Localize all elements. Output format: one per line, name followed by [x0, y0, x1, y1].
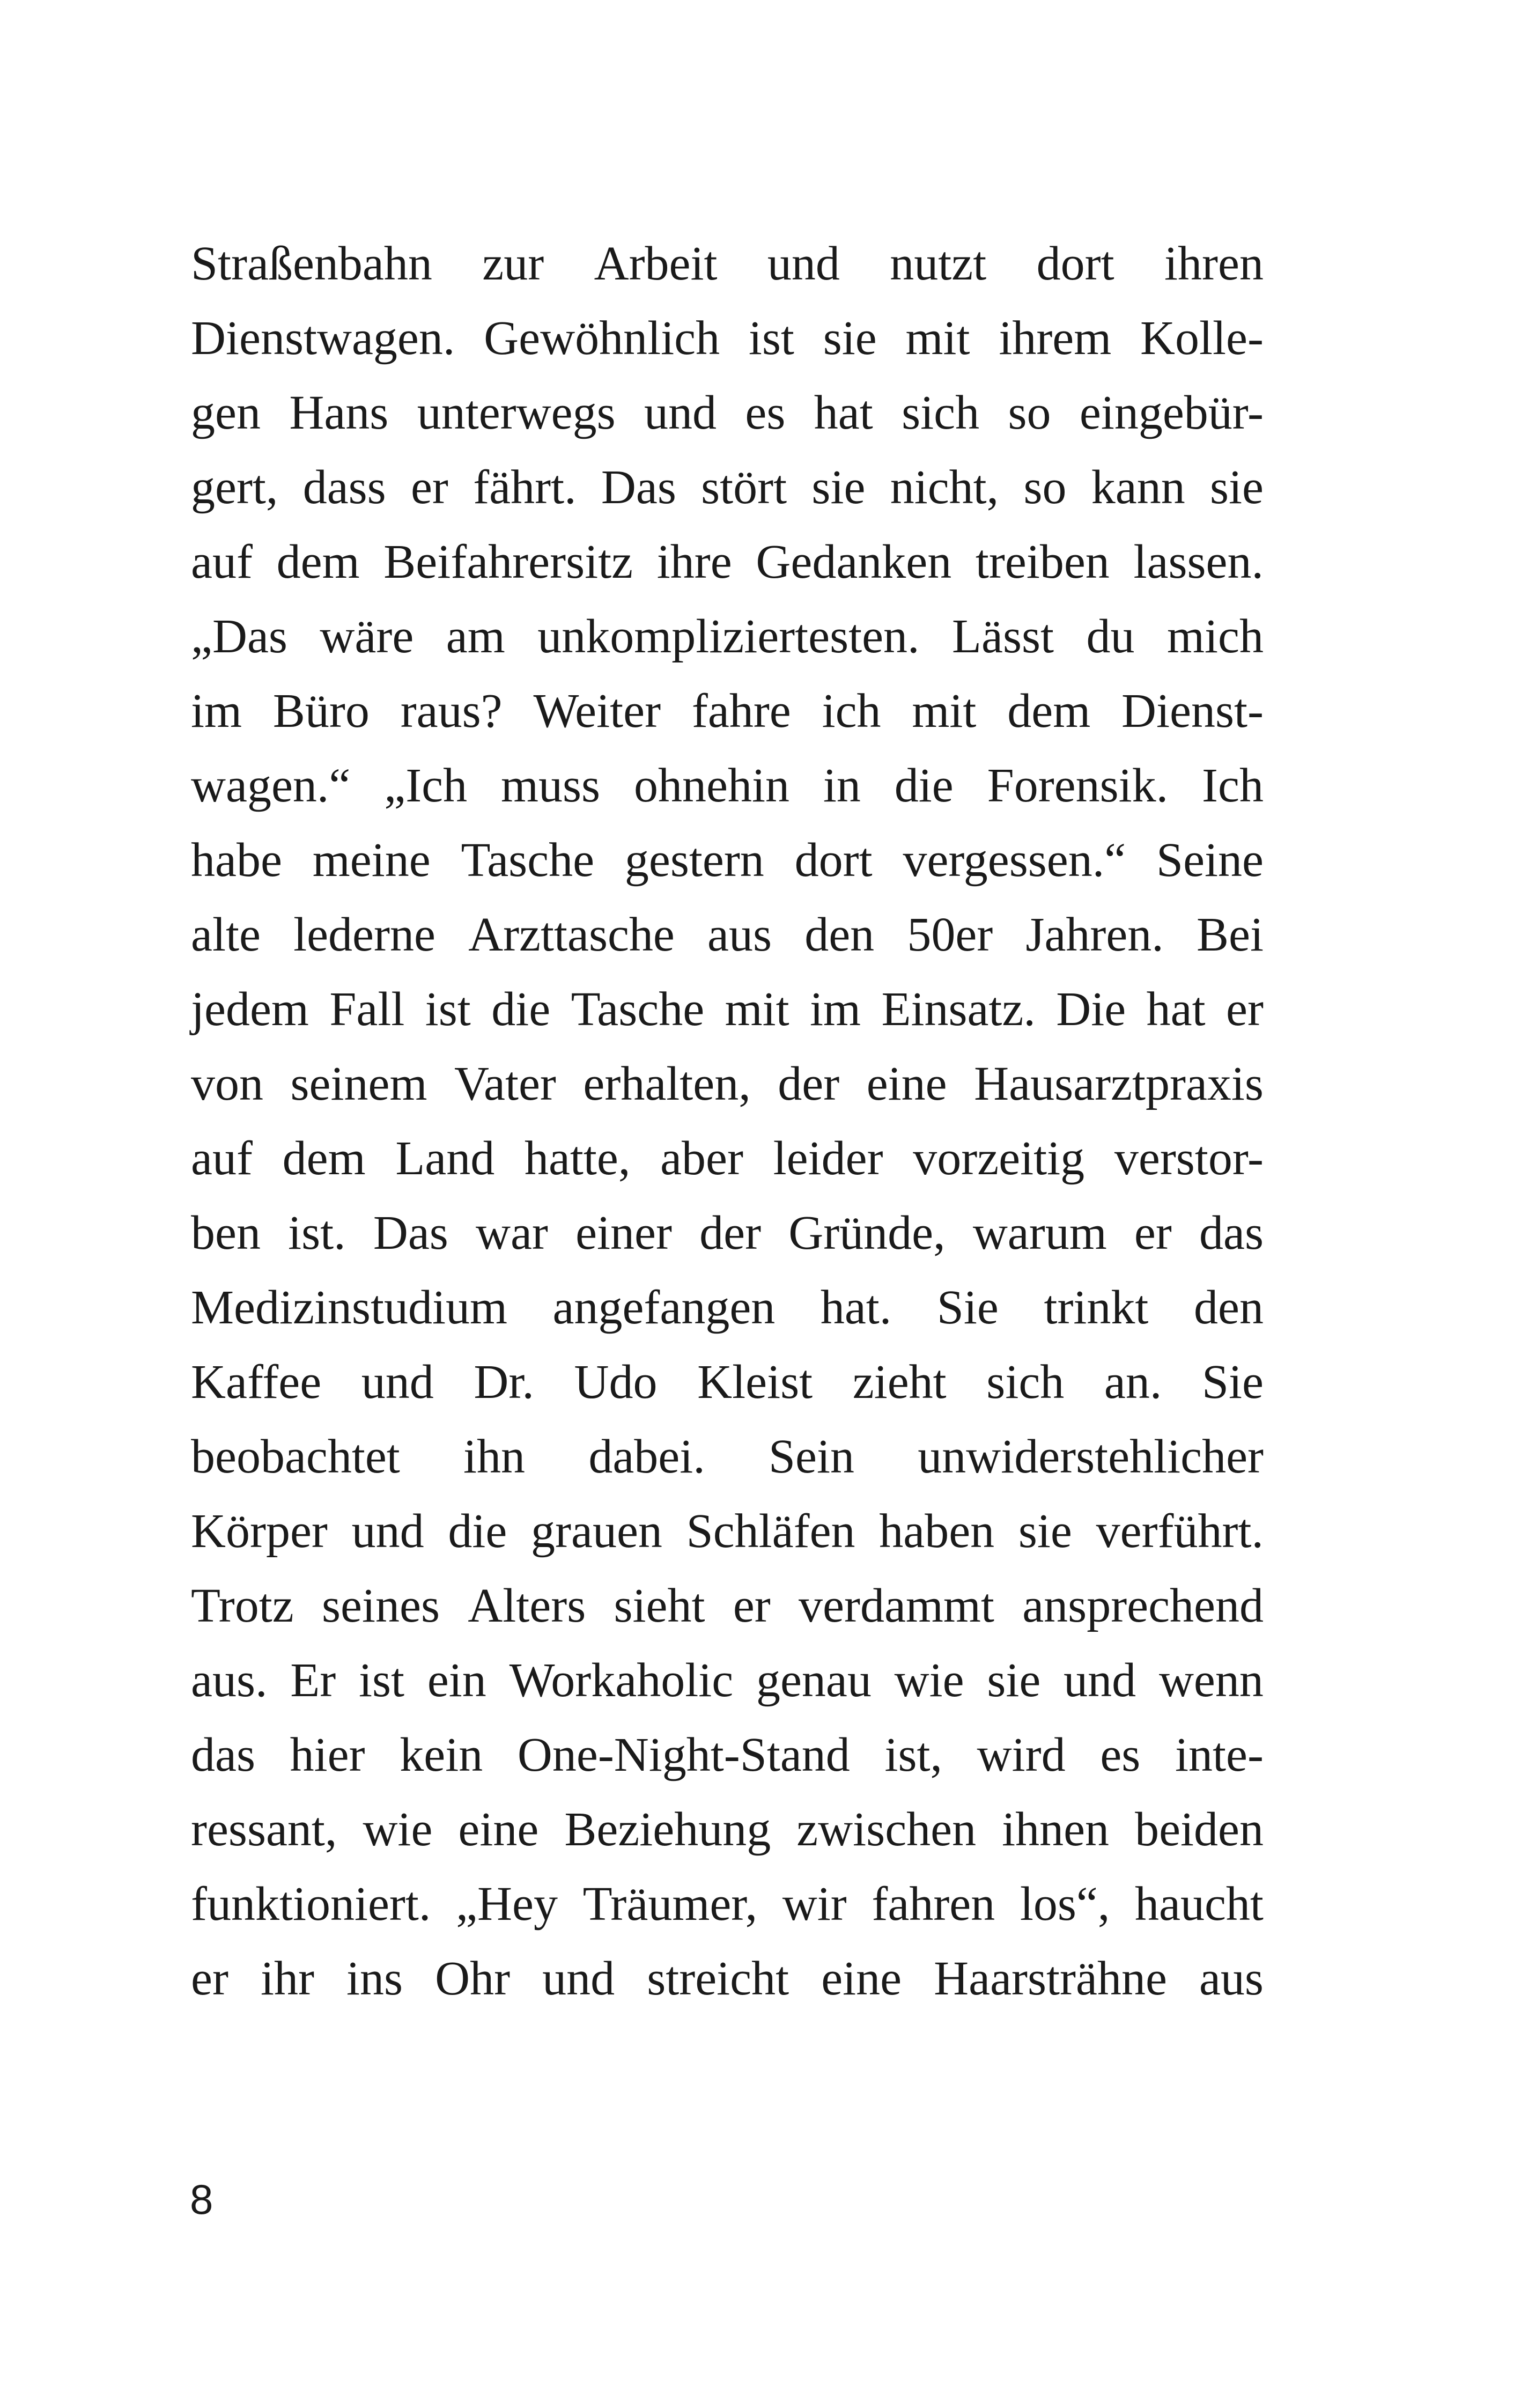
- word: einer: [575, 1206, 672, 1260]
- word: aber: [660, 1132, 743, 1185]
- word: er: [191, 1952, 228, 2005]
- word: sieht: [614, 1579, 705, 1632]
- word: Gründe,: [788, 1206, 946, 1260]
- text-line: [191, 748, 1264, 823]
- word: so: [1008, 386, 1051, 439]
- word: der: [778, 1057, 840, 1110]
- word: er: [733, 1579, 771, 1632]
- text-line: [191, 1196, 1264, 1270]
- word: ihren: [1164, 237, 1264, 290]
- word: und: [1064, 1654, 1136, 1707]
- word: sie: [1209, 461, 1264, 514]
- word: Die: [1056, 983, 1126, 1036]
- word: aus: [1199, 1952, 1264, 2005]
- word: Kleist: [697, 1356, 813, 1409]
- word: Dienst-: [1121, 684, 1264, 738]
- word: ins: [346, 1952, 403, 2005]
- word: unwiderstehlicher: [918, 1430, 1264, 1483]
- text-line: [191, 972, 1264, 1047]
- word: funktioniert.: [191, 1877, 431, 1931]
- word: unkompliziertesten.: [537, 610, 920, 663]
- word: Fall: [329, 983, 405, 1036]
- word: beobachtet: [191, 1430, 400, 1483]
- word: One-Night-Stand: [517, 1728, 850, 1781]
- word: raus?: [400, 684, 503, 738]
- word: Weiter: [533, 684, 661, 738]
- word: Seine: [1156, 834, 1264, 887]
- word: Trotz: [191, 1579, 294, 1632]
- word: Tasche: [571, 983, 705, 1036]
- word: Kolle-: [1140, 312, 1264, 365]
- word: die: [448, 1505, 507, 1558]
- word: den: [1194, 1281, 1264, 1334]
- word: Land: [395, 1132, 495, 1185]
- word: die: [894, 759, 954, 812]
- text-line: [191, 1568, 1264, 1643]
- word: Körper: [191, 1505, 328, 1558]
- word: verführt.: [1096, 1505, 1264, 1558]
- word: Tasche: [461, 834, 595, 887]
- word: Dienstwagen.: [191, 312, 455, 365]
- word: los“,: [1020, 1877, 1110, 1931]
- word: muss: [501, 759, 601, 812]
- word: Das: [601, 461, 676, 514]
- word: ich: [822, 684, 881, 738]
- text-line: [191, 1345, 1264, 1419]
- word: auf: [191, 1132, 253, 1185]
- word: das: [1199, 1206, 1264, 1260]
- word: Sie: [1201, 1356, 1264, 1409]
- word: seinem: [290, 1057, 427, 1110]
- word: eine: [866, 1057, 947, 1110]
- word: eine: [458, 1803, 539, 1856]
- word: Einsatz.: [881, 983, 1036, 1036]
- text-line: [191, 599, 1264, 674]
- page-number: 8: [190, 2176, 213, 2223]
- text-line: [191, 897, 1264, 972]
- word: ist: [748, 312, 794, 365]
- word: ohnehin: [634, 759, 789, 812]
- word: wagen.“: [191, 759, 351, 812]
- word: wie: [363, 1803, 433, 1856]
- word: Forensik.: [987, 759, 1169, 812]
- word: hier: [290, 1728, 365, 1781]
- word: „Das: [191, 610, 287, 663]
- word: und: [767, 237, 840, 290]
- word: eingebür-: [1079, 386, 1264, 439]
- text-line: [191, 375, 1264, 450]
- word: in: [823, 759, 861, 812]
- word: warum: [972, 1206, 1107, 1260]
- word: und: [644, 386, 717, 439]
- word: im: [810, 983, 861, 1036]
- word: nicht,: [890, 461, 999, 514]
- word: streicht: [647, 1952, 789, 2005]
- word: „Ich: [384, 759, 468, 812]
- text-line: [191, 1494, 1264, 1568]
- word: angefangen: [552, 1281, 776, 1334]
- word: wie: [894, 1654, 964, 1707]
- word: seines: [322, 1579, 440, 1632]
- word: Ohr: [435, 1952, 511, 2005]
- word: beiden: [1135, 1803, 1264, 1856]
- word: ist: [425, 983, 471, 1036]
- word: Beifahrersitz: [383, 535, 633, 588]
- word: sich: [902, 386, 980, 439]
- word: sie: [987, 1654, 1041, 1707]
- word: dem: [276, 535, 360, 588]
- word: Arbeit: [594, 237, 718, 290]
- word: genau: [756, 1654, 872, 1707]
- word: ihr: [260, 1952, 314, 2005]
- word: treiben: [975, 535, 1110, 588]
- text-line: [191, 1270, 1264, 1345]
- word: eine: [821, 1952, 902, 2005]
- word: hatte,: [524, 1132, 631, 1185]
- word: lederne: [293, 908, 435, 961]
- word: er: [410, 461, 448, 514]
- word: Büro: [272, 684, 370, 738]
- word: stört: [701, 461, 787, 514]
- word: trinkt: [1044, 1281, 1149, 1334]
- word: Ich: [1202, 759, 1264, 812]
- word: ansprechend: [1022, 1579, 1264, 1632]
- word: ist,: [884, 1728, 942, 1781]
- word: Hans: [289, 386, 389, 439]
- word: vergessen.“: [903, 834, 1126, 887]
- word: Workaholic: [509, 1654, 734, 1707]
- word: Schläfen: [686, 1505, 855, 1558]
- word: ihre: [656, 535, 732, 588]
- text-line: [191, 1643, 1264, 1718]
- word: sie: [823, 312, 877, 365]
- word: wir: [782, 1877, 847, 1931]
- word: ist: [359, 1654, 405, 1707]
- word: fahren: [872, 1877, 995, 1931]
- word: haben: [879, 1505, 995, 1558]
- word: erhalten,: [583, 1057, 751, 1110]
- word: und: [361, 1356, 434, 1409]
- text-line: [191, 1047, 1264, 1121]
- word: verdammt: [799, 1579, 994, 1632]
- word: Kaffee: [191, 1356, 322, 1409]
- word: Das: [373, 1206, 448, 1260]
- word: fährt.: [473, 461, 577, 514]
- word: aus.: [191, 1654, 268, 1707]
- word: Haarsträhne: [934, 1952, 1167, 2005]
- text-line: [191, 823, 1264, 897]
- word: nutzt: [890, 237, 987, 290]
- word: mit: [725, 983, 789, 1036]
- word: hat: [1146, 983, 1206, 1036]
- word: Lässt: [952, 610, 1054, 663]
- word: Gedanken: [756, 535, 952, 588]
- text-line: [191, 301, 1264, 375]
- word: grauen: [531, 1505, 662, 1558]
- word: Medizinstudium: [191, 1281, 507, 1334]
- word: und: [542, 1952, 615, 2005]
- word: mit: [912, 684, 977, 738]
- word: er: [1226, 983, 1264, 1036]
- word: inte-: [1175, 1728, 1264, 1781]
- text-line: [191, 525, 1264, 599]
- word: dem: [1007, 684, 1091, 738]
- word: im: [191, 684, 242, 738]
- text-line: [191, 1941, 1264, 2016]
- text-line: [191, 1718, 1264, 1792]
- word: es: [1100, 1728, 1141, 1781]
- word: auf: [191, 535, 253, 588]
- word: Vater: [454, 1057, 556, 1110]
- word: aus: [707, 908, 772, 961]
- word: wäre: [320, 610, 414, 663]
- word: vorzeitig: [913, 1132, 1085, 1185]
- word: sich: [986, 1356, 1065, 1409]
- word: ben: [191, 1206, 261, 1260]
- word: wenn: [1158, 1654, 1264, 1707]
- word: Jahren.: [1025, 908, 1164, 961]
- word: Sie: [936, 1281, 999, 1334]
- word: dem: [282, 1132, 366, 1185]
- word: du: [1086, 610, 1135, 663]
- word: das: [191, 1728, 255, 1781]
- word: Alters: [468, 1579, 586, 1632]
- word: Träumer,: [582, 1877, 758, 1931]
- word: verstor-: [1114, 1132, 1264, 1185]
- word: ihn: [463, 1430, 526, 1483]
- word: habe: [191, 834, 282, 887]
- word: Dr.: [474, 1356, 534, 1409]
- word: und: [351, 1505, 424, 1558]
- word: zieht: [852, 1356, 947, 1409]
- word: kein: [400, 1728, 483, 1781]
- word: war: [475, 1206, 548, 1260]
- word: fahre: [691, 684, 791, 738]
- word: ein: [427, 1654, 486, 1707]
- word: der: [699, 1206, 762, 1260]
- word: leider: [773, 1132, 883, 1185]
- text-line: [191, 226, 1264, 301]
- word: dabei.: [588, 1430, 705, 1483]
- text-line: [191, 1792, 1264, 1867]
- word: zur: [482, 237, 544, 290]
- word: meine: [312, 834, 431, 887]
- word: von: [191, 1057, 263, 1110]
- word: alte: [191, 908, 261, 961]
- word: ihnen: [1002, 1803, 1110, 1856]
- word: sie: [811, 461, 866, 514]
- word: den: [804, 908, 875, 961]
- word: mit: [905, 312, 970, 365]
- word: haucht: [1135, 1877, 1264, 1931]
- word: mich: [1167, 610, 1264, 663]
- word: gestern: [624, 834, 764, 887]
- word: am: [446, 610, 505, 663]
- word: so: [1023, 461, 1067, 514]
- word: Sein: [768, 1430, 854, 1483]
- word: er: [1134, 1206, 1172, 1260]
- word: dort: [794, 834, 873, 887]
- body-text: [191, 226, 1264, 2016]
- text-line: [191, 1121, 1264, 1196]
- text-line: [191, 450, 1264, 525]
- word: hat: [814, 386, 873, 439]
- word: hat.: [820, 1281, 892, 1334]
- word: jedem: [191, 983, 309, 1036]
- word: Bei: [1196, 908, 1264, 961]
- word: Gewöhnlich: [484, 312, 720, 365]
- word: gen: [191, 386, 261, 439]
- word: Beziehung: [564, 1803, 771, 1856]
- word: Hausarztpraxis: [974, 1057, 1264, 1110]
- word: es: [745, 386, 786, 439]
- word: wird: [977, 1728, 1066, 1781]
- word: die: [491, 983, 551, 1036]
- word: dass: [302, 461, 386, 514]
- word: sie: [1018, 1505, 1072, 1558]
- word: gert,: [191, 461, 278, 514]
- word: dort: [1036, 237, 1114, 290]
- text-line: [191, 674, 1264, 748]
- word: an.: [1104, 1356, 1162, 1409]
- word: Er: [290, 1654, 336, 1707]
- word: kann: [1091, 461, 1185, 514]
- word: „Hey: [456, 1877, 558, 1931]
- word: Arzttasche: [468, 908, 675, 961]
- word: ressant,: [191, 1803, 337, 1856]
- word: Udo: [574, 1356, 658, 1409]
- word: ist.: [288, 1206, 346, 1260]
- word: lassen.: [1133, 535, 1264, 588]
- text-line: [191, 1867, 1264, 1941]
- word: unterwegs: [417, 386, 616, 439]
- word: ihrem: [999, 312, 1112, 365]
- word: zwischen: [796, 1803, 977, 1856]
- word: Straßenbahn: [191, 237, 432, 290]
- word: 50er: [907, 908, 993, 961]
- text-line: [191, 1419, 1264, 1494]
